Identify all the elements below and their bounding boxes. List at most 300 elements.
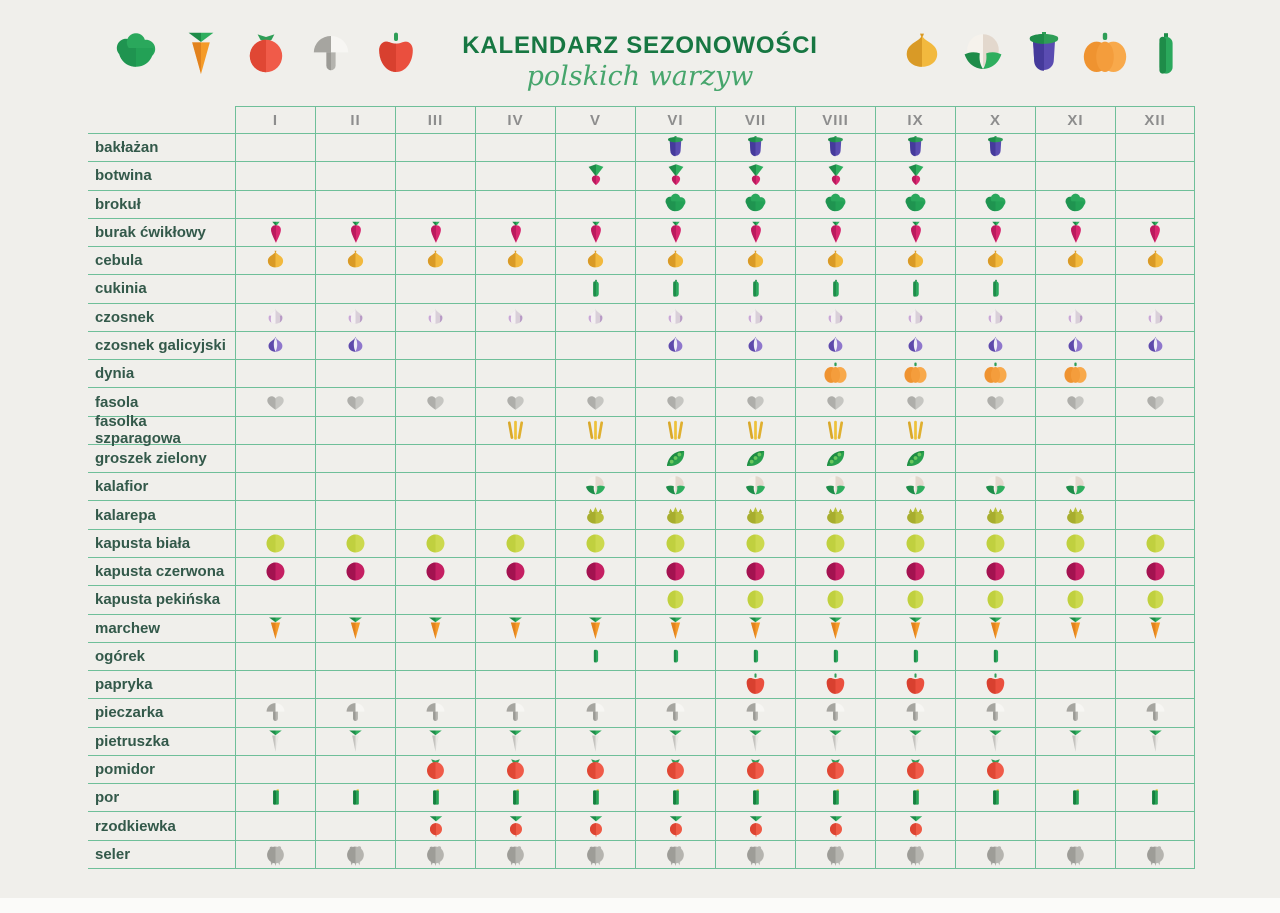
carrot-icon [903, 616, 928, 641]
garlic-purple-icon [742, 333, 769, 357]
calendar-cell [555, 699, 635, 727]
calendar-cell [875, 191, 955, 219]
broccoli-icon [743, 192, 768, 217]
cauliflower-icon [823, 474, 848, 499]
cabbage-red-icon [903, 559, 928, 584]
calendar-cell [1115, 304, 1195, 332]
leek-icon [346, 786, 366, 809]
calendar-cell [955, 134, 1035, 162]
mushroom-icon [663, 700, 688, 725]
month-header-XI: XI [1035, 106, 1115, 134]
zucchini-icon [826, 276, 846, 301]
green-beans-icon [503, 418, 528, 443]
garlic-icon [422, 305, 449, 329]
garlic-icon [1142, 305, 1169, 329]
mushroom-icon [307, 30, 355, 78]
calendar-cell [955, 219, 1035, 247]
calendar-cell [955, 304, 1035, 332]
calendar-cell [1115, 388, 1195, 416]
onion-icon [662, 249, 689, 273]
celeriac-icon [1063, 842, 1088, 867]
page-title: KALENDARZ SEZONOWOŚCI [462, 32, 818, 59]
carrot-icon [983, 616, 1008, 641]
cabbage-white-icon [1063, 531, 1088, 556]
cauliflower-icon [663, 474, 688, 499]
calendar-cell [1115, 643, 1195, 671]
calendar-cell [635, 473, 715, 501]
tomato-icon [823, 757, 848, 782]
carrot-icon [583, 616, 608, 641]
beetroot-icon [264, 220, 288, 245]
beetroot-icon [984, 220, 1008, 245]
calendar-cell [955, 162, 1035, 190]
calendar-cell [235, 360, 315, 388]
calendar-cell [315, 841, 395, 869]
carrot-icon [177, 30, 225, 78]
calendar-cell [1035, 530, 1115, 558]
calendar-cell [1035, 671, 1115, 699]
parsley-root-icon [263, 729, 288, 754]
calendar-cell [395, 445, 475, 473]
calendar-cell [795, 812, 875, 840]
calendar-cell [555, 360, 635, 388]
calendar-cell [1115, 728, 1195, 756]
cabbage-red-icon [743, 559, 768, 584]
calendar-cell [395, 360, 475, 388]
cucumber-icon [667, 645, 685, 667]
calendar-cell [795, 615, 875, 643]
calendar-cell [315, 191, 395, 219]
broccoli-icon [1063, 192, 1088, 217]
calendar-cell [235, 812, 315, 840]
calendar-cell [635, 812, 715, 840]
calendar-cell [795, 501, 875, 529]
calendar-cell [315, 134, 395, 162]
pepper-icon [903, 672, 928, 697]
tomato-icon [743, 757, 768, 782]
calendar-cell [955, 841, 1035, 869]
calendar-cell [555, 275, 635, 303]
calendar-cell [955, 501, 1035, 529]
zucchini-icon [746, 276, 766, 301]
calendar-cell [555, 304, 635, 332]
calendar-cell [955, 247, 1035, 275]
month-header-VII: VII [715, 106, 795, 134]
tomato-icon [983, 757, 1008, 782]
zucchini-icon [906, 276, 926, 301]
cabbage-red-icon [503, 559, 528, 584]
calendar-cell [395, 219, 475, 247]
calendar-cell [635, 417, 715, 445]
parsley-root-icon [1143, 729, 1168, 754]
cabbage-white-icon [663, 531, 688, 556]
calendar-cell [955, 275, 1035, 303]
row-label: kalarepa [88, 501, 235, 529]
beetroot-icon [504, 220, 528, 245]
cabbage-white-icon [743, 531, 768, 556]
calendar-cell [955, 388, 1035, 416]
calendar-cell [555, 812, 635, 840]
calendar-cell [1035, 219, 1115, 247]
beetroot-icon [904, 220, 928, 245]
calendar-cell [795, 275, 875, 303]
calendar-cell [315, 445, 395, 473]
row-label: seler [88, 841, 235, 869]
calendar-cell [315, 219, 395, 247]
calendar-cell [475, 501, 555, 529]
calendar-cell [1115, 784, 1195, 812]
calendar-cell [635, 615, 715, 643]
calendar-cell [635, 360, 715, 388]
garlic-icon [822, 305, 849, 329]
calendar-cell [315, 699, 395, 727]
calendar-cell [315, 558, 395, 586]
calendar-cell [475, 191, 555, 219]
celeriac-icon [983, 842, 1008, 867]
celeriac-icon [503, 842, 528, 867]
calendar-cell [1115, 191, 1195, 219]
onion-icon [422, 249, 449, 273]
calendar-cell [315, 784, 395, 812]
calendar-cell [1115, 445, 1195, 473]
calendar-cell [795, 671, 875, 699]
calendar-cell [555, 247, 635, 275]
kohlrabi-icon [662, 503, 689, 527]
calendar-cell [395, 615, 475, 643]
row-label: bakłażan [88, 134, 235, 162]
row-label: botwina [88, 162, 235, 190]
beetroot-icon [744, 220, 768, 245]
cabbage-red-icon [583, 559, 608, 584]
onion-icon [502, 249, 529, 273]
celeriac-icon [903, 842, 928, 867]
calendar-cell [715, 558, 795, 586]
month-header-IV: IV [475, 106, 555, 134]
calendar-cell [235, 501, 315, 529]
page-subtitle: polskich warzyw [526, 61, 754, 92]
calendar-cell [955, 671, 1035, 699]
calendar-cell [235, 134, 315, 162]
calendar-cell [1115, 586, 1195, 614]
row-label: pieczarka [88, 699, 235, 727]
pumpkin-icon [1063, 361, 1088, 386]
celeriac-icon [663, 842, 688, 867]
calendar-cell [955, 558, 1035, 586]
calendar-cell [555, 615, 635, 643]
row-label: papryka [88, 671, 235, 699]
parsley-root-icon [743, 729, 768, 754]
radish-icon [744, 814, 768, 839]
calendar-cell [475, 558, 555, 586]
pea-pod-icon [823, 446, 848, 471]
calendar-cell [315, 530, 395, 558]
calendar-cell [635, 756, 715, 784]
cabbage-napa-icon [743, 587, 768, 612]
calendar-cell [1115, 756, 1195, 784]
calendar-cell [795, 699, 875, 727]
calendar-cell [395, 812, 475, 840]
onion-icon [1062, 249, 1089, 273]
carrot-icon [663, 616, 688, 641]
calendar-cell [315, 304, 395, 332]
chard-beet-icon [824, 163, 848, 188]
calendar-cell [475, 247, 555, 275]
calendar-cell [795, 586, 875, 614]
kohlrabi-icon [822, 503, 849, 527]
calendar-cell [795, 191, 875, 219]
cabbage-red-icon [343, 559, 368, 584]
bean-icon [662, 390, 689, 414]
green-beans-icon [663, 418, 688, 443]
calendar-cell [555, 134, 635, 162]
leek-icon [426, 786, 446, 809]
calendar-cell [1035, 728, 1115, 756]
green-beans-icon [583, 418, 608, 443]
calendar-cell [795, 728, 875, 756]
calendar-cell [475, 728, 555, 756]
calendar-cell [555, 586, 635, 614]
carrot-icon [743, 616, 768, 641]
calendar-cell [795, 162, 875, 190]
calendar-cell [795, 304, 875, 332]
calendar-cell [1035, 191, 1115, 219]
green-beans-icon [743, 418, 768, 443]
calendar-cell [715, 501, 795, 529]
calendar-cell [875, 643, 955, 671]
calendar-cell [1115, 162, 1195, 190]
calendar-cell [875, 615, 955, 643]
calendar-cell [395, 756, 475, 784]
calendar-cell [955, 360, 1035, 388]
eggplant-icon [663, 135, 688, 160]
pumpkin-icon [983, 361, 1008, 386]
calendar-cell [235, 162, 315, 190]
garlic-icon [1062, 305, 1089, 329]
garlic-icon [662, 305, 689, 329]
calendar-cell [635, 728, 715, 756]
calendar-cell [1035, 812, 1115, 840]
cabbage-white-icon [343, 531, 368, 556]
calendar-cell [475, 473, 555, 501]
kohlrabi-icon [742, 503, 769, 527]
garlic-purple-icon [822, 333, 849, 357]
calendar-cell [955, 445, 1035, 473]
broccoli-icon [112, 30, 160, 78]
calendar-cell [555, 643, 635, 671]
row-label: kalafior [88, 473, 235, 501]
cabbage-red-icon [263, 559, 288, 584]
calendar-cell [795, 445, 875, 473]
header-icons-right [898, 30, 1190, 78]
calendar-cell [395, 671, 475, 699]
calendar-cell [715, 473, 795, 501]
calendar-cell [635, 304, 715, 332]
row-label: cukinia [88, 275, 235, 303]
calendar-cell [795, 643, 875, 671]
calendar-cell [555, 841, 635, 869]
calendar-cell [1035, 615, 1115, 643]
beetroot-icon [1064, 220, 1088, 245]
garlic-icon [262, 305, 289, 329]
pepper-icon [823, 672, 848, 697]
calendar-cell [555, 162, 635, 190]
calendar-cell [1115, 530, 1195, 558]
calendar-cell [1115, 417, 1195, 445]
calendar-cell [395, 191, 475, 219]
tomato-icon [242, 30, 290, 78]
calendar-cell [1035, 247, 1115, 275]
calendar-cell [635, 191, 715, 219]
title-block [430, 32, 850, 92]
calendar-cell [555, 558, 635, 586]
calendar-cell [635, 841, 715, 869]
calendar-cell [395, 162, 475, 190]
cucumber-icon [907, 645, 925, 667]
month-header-V: V [555, 106, 635, 134]
calendar-cell [555, 417, 635, 445]
calendar-cell [315, 473, 395, 501]
calendar-cell [795, 473, 875, 501]
calendar-cell [1035, 784, 1115, 812]
calendar-cell [555, 728, 635, 756]
garlic-purple-icon [342, 333, 369, 357]
cauliflower-icon [583, 474, 608, 499]
row-label: pomidor [88, 756, 235, 784]
calendar-cell [235, 247, 315, 275]
calendar-cell [315, 388, 395, 416]
calendar-cell [395, 784, 475, 812]
row-label: marchew [88, 615, 235, 643]
cucumber-icon [747, 645, 765, 667]
calendar-cell [395, 388, 475, 416]
calendar-cell [1115, 134, 1195, 162]
leek-icon [586, 786, 606, 809]
broccoli-icon [903, 192, 928, 217]
header-icons-left [112, 30, 420, 78]
calendar-cell [715, 417, 795, 445]
bean-icon [1062, 390, 1089, 414]
calendar-cell [235, 388, 315, 416]
calendar-cell [315, 501, 395, 529]
tomato-icon [423, 757, 448, 782]
calendar-cell [955, 756, 1035, 784]
bean-icon [422, 390, 449, 414]
row-label: fasolka szparagowa [88, 417, 235, 445]
cauliflower-icon [959, 30, 1007, 78]
radish-icon [664, 814, 688, 839]
leek-icon [1145, 786, 1165, 809]
calendar-cell [315, 417, 395, 445]
calendar-cell [715, 445, 795, 473]
cabbage-white-icon [903, 531, 928, 556]
calendar-cell [235, 643, 315, 671]
celeriac-icon [743, 842, 768, 867]
calendar-cell [795, 360, 875, 388]
celeriac-icon [583, 842, 608, 867]
garlic-icon [742, 305, 769, 329]
garlic-icon [342, 305, 369, 329]
calendar-cell [475, 219, 555, 247]
beetroot-icon [344, 220, 368, 245]
calendar-cell [635, 445, 715, 473]
row-label: rzodkiewka [88, 812, 235, 840]
mushroom-icon [343, 700, 368, 725]
chard-beet-icon [664, 163, 688, 188]
cabbage-white-icon [263, 531, 288, 556]
calendar-cell [1035, 360, 1115, 388]
bean-icon [502, 390, 529, 414]
pepper-icon [743, 672, 768, 697]
calendar-cell [715, 812, 795, 840]
calendar-cell [1035, 134, 1115, 162]
carrot-icon [823, 616, 848, 641]
calendar-cell [875, 501, 955, 529]
calendar-cell [1115, 671, 1195, 699]
leek-icon [986, 786, 1006, 809]
mushroom-icon [743, 700, 768, 725]
calendar-cell [395, 473, 475, 501]
calendar-cell [875, 332, 955, 360]
row-label: por [88, 784, 235, 812]
radish-icon [584, 814, 608, 839]
parsley-root-icon [343, 729, 368, 754]
calendar-cell [1115, 332, 1195, 360]
broccoli-icon [983, 192, 1008, 217]
chard-beet-icon [584, 163, 608, 188]
kohlrabi-icon [1062, 503, 1089, 527]
calendar-cell [235, 304, 315, 332]
calendar-cell [1115, 360, 1195, 388]
calendar-cell [1115, 219, 1195, 247]
calendar-cell [795, 784, 875, 812]
carrot-icon [423, 616, 448, 641]
calendar-cell [715, 643, 795, 671]
eggplant-icon [743, 135, 768, 160]
onion-icon [898, 30, 946, 78]
calendar-cell [875, 304, 955, 332]
calendar-cell [715, 671, 795, 699]
radish-icon [824, 814, 848, 839]
carrot-icon [1143, 616, 1168, 641]
calendar-cell [635, 643, 715, 671]
cabbage-napa-icon [663, 587, 688, 612]
calendar-cell [235, 699, 315, 727]
cauliflower-icon [983, 474, 1008, 499]
bean-icon [262, 390, 289, 414]
calendar-cell [315, 756, 395, 784]
calendar-cell [795, 247, 875, 275]
calendar-cell [635, 219, 715, 247]
calendar-cell [1115, 699, 1195, 727]
calendar-cell [555, 473, 635, 501]
calendar-cell [555, 671, 635, 699]
calendar-cell [875, 530, 955, 558]
bean-icon [342, 390, 369, 414]
calendar-cell [1115, 473, 1195, 501]
calendar-cell [395, 643, 475, 671]
calendar-cell [875, 162, 955, 190]
calendar-cell [315, 162, 395, 190]
celeriac-icon [1143, 842, 1168, 867]
calendar-cell [475, 134, 555, 162]
calendar-cell [1035, 558, 1115, 586]
eggplant-icon [983, 135, 1008, 160]
month-header-VI: VI [635, 106, 715, 134]
calendar-cell [315, 332, 395, 360]
leek-icon [1066, 786, 1086, 809]
row-label: kapusta biała [88, 530, 235, 558]
calendar-cell [235, 671, 315, 699]
